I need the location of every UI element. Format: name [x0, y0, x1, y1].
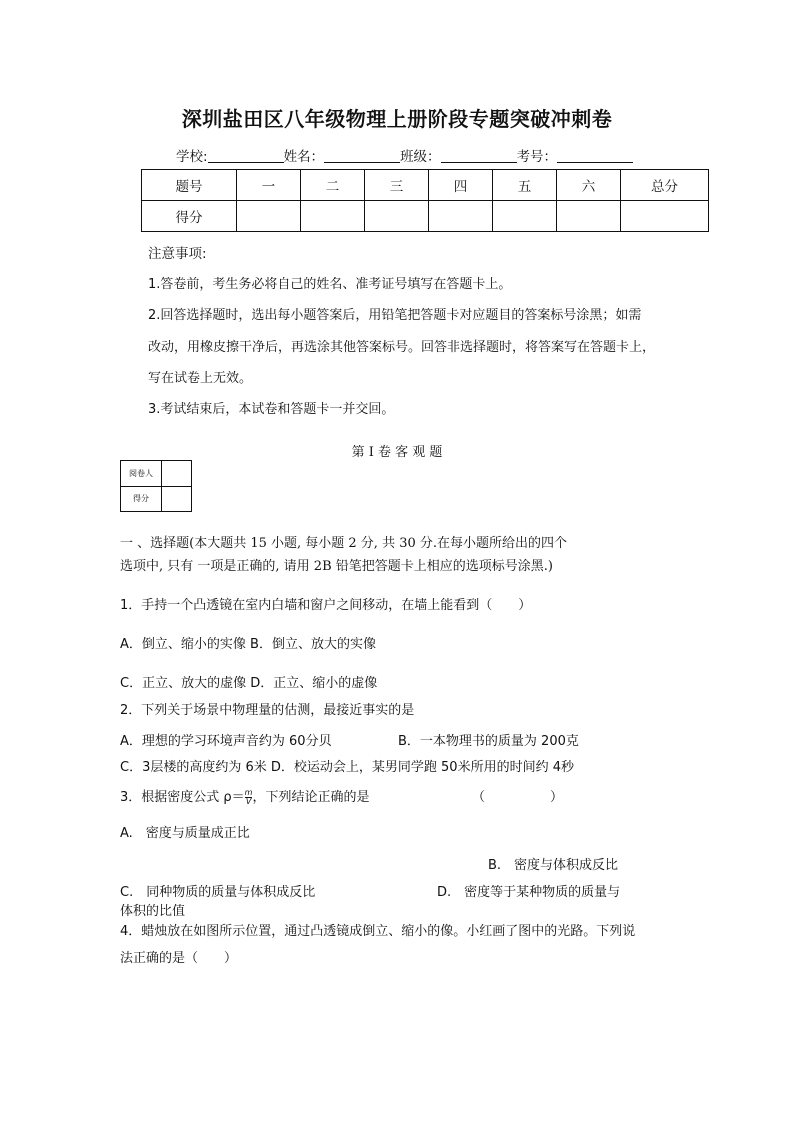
school-label: 学校: — [176, 149, 208, 165]
class-blank — [441, 148, 517, 163]
score-table-header-row — [142, 170, 709, 201]
exam-no-blank — [557, 148, 633, 163]
q1-stem: 1．手持一个凸透镜在室内白墙和窗户之间移动，在墙上能看到（ ） — [120, 598, 532, 613]
grader-reviewer-cell — [162, 461, 192, 487]
score-cell — [557, 201, 621, 232]
q3-stem-after: ，下列结论正确的是 — [252, 790, 370, 805]
notice-item-2-line-2: 改动，用橡皮擦干净后，再选涂其他答案标号。回答非选择题时，将答案写在答题卡上， — [148, 340, 656, 355]
q2-option-a: A．理想的学习环境声音约为 60分贝 — [120, 734, 332, 749]
score-cell — [301, 201, 365, 232]
score-row-label: 得分 — [142, 201, 237, 232]
grader-score-cell — [162, 486, 192, 512]
header-cell: 题号 — [142, 170, 237, 201]
notice-item-1: 1.答卷前，考生务必将自己的姓名、准考证号填写在答题卡上。 — [148, 277, 512, 292]
name-blank — [324, 148, 400, 163]
grader-score-label: 得分 — [121, 486, 162, 512]
name-label: 姓名： — [283, 149, 325, 165]
q3-option-b: B. 密度与体积成反比 — [488, 858, 619, 873]
score-table-score-row — [142, 201, 709, 232]
score-cell — [365, 201, 429, 232]
fraction-numerator: m — [244, 788, 253, 797]
header-cell: 五 — [493, 170, 557, 201]
grader-box — [120, 460, 192, 512]
school-blank — [208, 148, 284, 163]
score-cell — [237, 201, 301, 232]
page-title: 深圳盐田区八年级物理上册阶段专题突破冲刺卷 — [181, 107, 613, 131]
q3-option-d-continued: 体积的比值 — [120, 904, 186, 919]
q2-options-cd: C．3层楼的高度约为 6米 D．校运动会上，某男同学跑 50米所用的时间约 4秒 — [120, 760, 574, 775]
q4-stem-line-2: 法正确的是（ ） — [120, 951, 238, 966]
score-cell — [493, 201, 557, 232]
header-cell: 二 — [301, 170, 365, 201]
q3-option-c: C. 同种物质的质量与体积成反比 — [120, 885, 316, 900]
q3-stem — [120, 786, 369, 806]
score-cell — [621, 201, 709, 232]
header-cell: 总分 — [621, 170, 709, 201]
notice-item-2-line-3: 写在试卷上无效。 — [148, 371, 253, 386]
student-info — [176, 145, 633, 165]
notice-item-2-line-1: 2.回答选择题时，选出每小题答案后，用铅笔把答题卡对应题目的答案标号涂黑；如需 — [148, 308, 642, 323]
class-label: 班级： — [400, 149, 441, 165]
header-cell: 三 — [365, 170, 429, 201]
fraction-denominator: V — [245, 797, 252, 806]
q3-stem-before: 3．根据密度公式 ρ＝ — [120, 790, 245, 805]
q1-options-ab: A．倒立、缩小的实像 B．倒立、放大的实像 — [120, 637, 376, 652]
q2-option-b: B．一本物理书的质量为 200克 — [398, 734, 579, 749]
q2-stem: 2．下列关于场景中物理量的估测，最接近事实的是 — [120, 703, 415, 718]
score-cell — [429, 201, 493, 232]
header-cell: 一 — [237, 170, 301, 201]
notice-heading: 注意事项: — [148, 246, 207, 262]
q1-options-cd: C．正立、放大的虚像 D．正立、缩小的虚像 — [120, 676, 378, 691]
header-cell: 四 — [429, 170, 493, 201]
part1-instructions-line-2: 选项中, 只有 一项是正确的, 请用 2B 铅笔把答题卡上相应的选项标号涂黑.) — [120, 559, 553, 574]
grader-reviewer-label: 阅卷人 — [121, 461, 162, 487]
exam-no-label: 考号： — [516, 149, 558, 165]
notice-item-3: 3.考试结束后，本试卷和答题卡一并交回。 — [148, 402, 395, 417]
header-cell: 六 — [557, 170, 621, 201]
q3-option-d: D. 密度等于某种物质的质量与 — [437, 885, 621, 900]
score-table — [141, 169, 709, 232]
q4-stem-line-1: 4．蜡烛放在如图所示位置，通过凸透镜成倒立、缩小的像。小红画了图中的光路。下列说 — [120, 924, 636, 939]
q3-answer-paren: （ ） — [472, 790, 564, 805]
q3-option-a: A. 密度与质量成正比 — [120, 826, 250, 841]
part1-instructions-line-1: 一 、选择题(本大题共 15 小题, 每小题 2 分, 共 30 分.在每小题所给出的四个 — [120, 536, 568, 551]
section-title: 第 I 卷 客 观 题 — [351, 445, 443, 460]
